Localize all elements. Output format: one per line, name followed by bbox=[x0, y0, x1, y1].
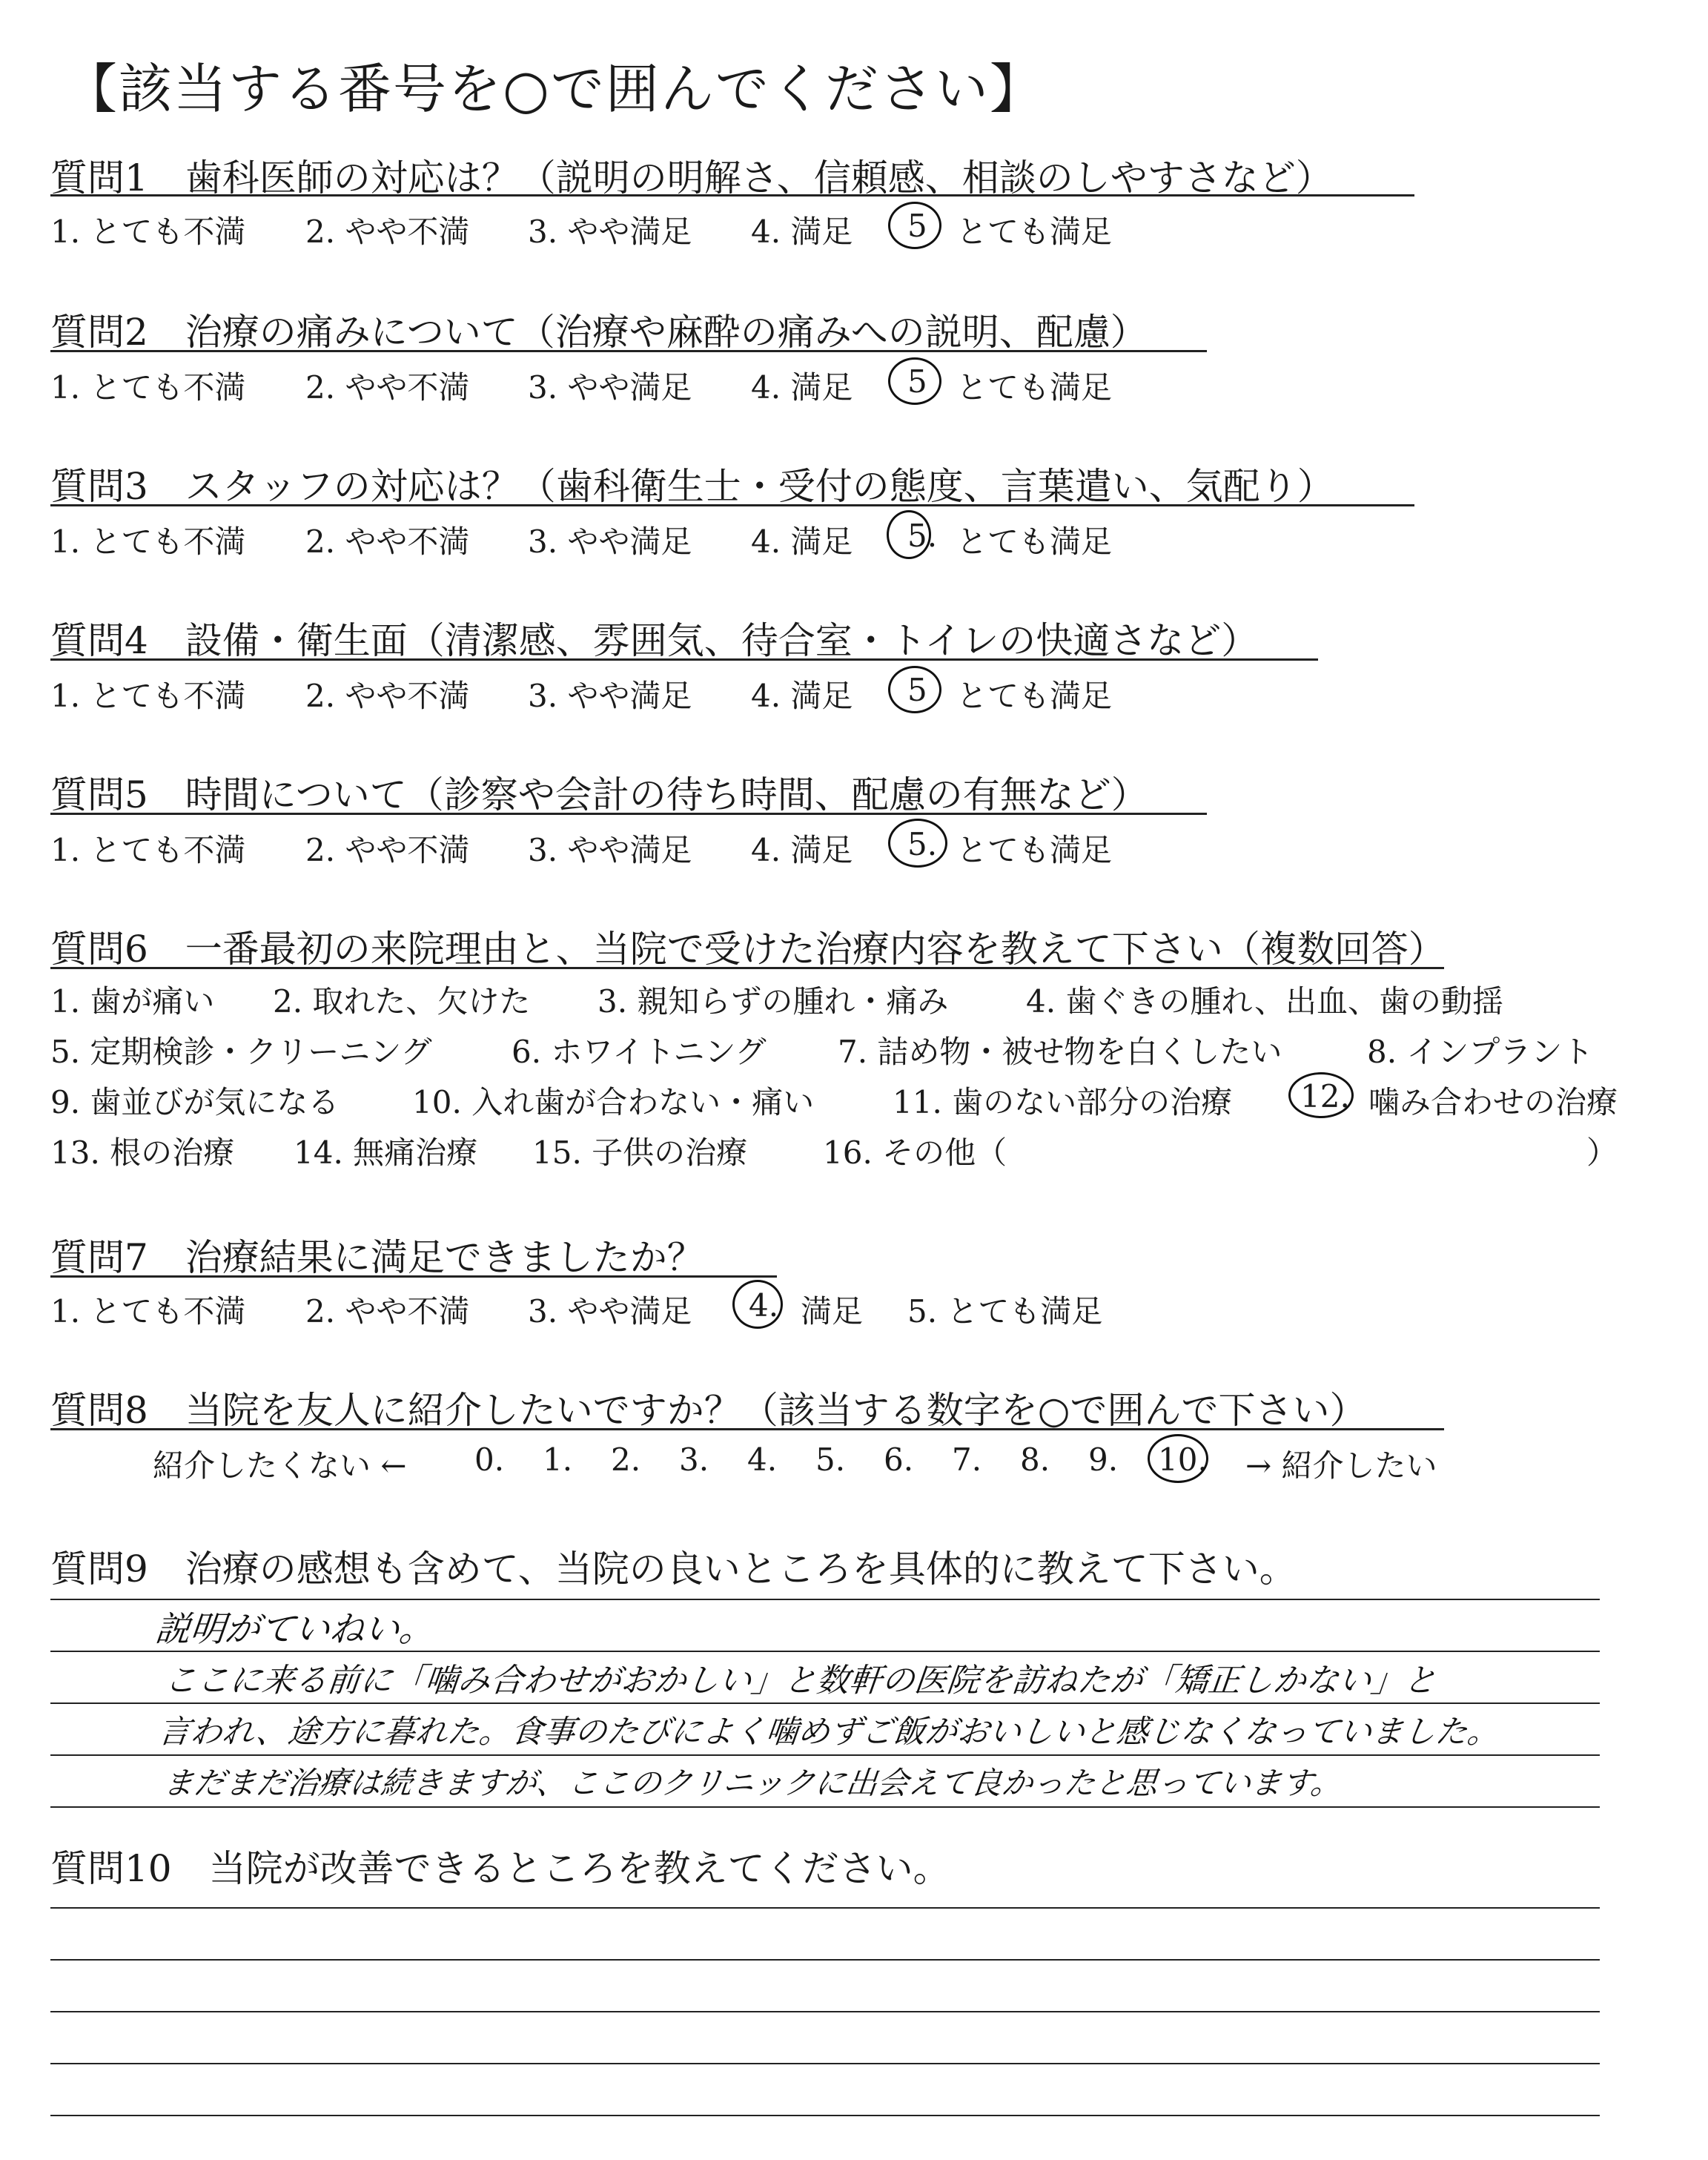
q10-writing-line-5[interactable] bbox=[50, 2115, 1600, 2116]
q2-answer-circle bbox=[888, 357, 941, 405]
q3-option-2[interactable]: 2. やや不満 bbox=[305, 524, 470, 560]
q7-option-5[interactable]: 5. とても満足 bbox=[907, 1293, 1103, 1330]
q6-option-14[interactable]: 14. 無痛治療 bbox=[294, 1135, 478, 1171]
question-4-underline bbox=[50, 658, 1318, 661]
q4-option-1[interactable]: 1. とても不満 bbox=[50, 678, 246, 714]
q10-writing-line-3[interactable] bbox=[50, 2011, 1600, 2012]
q5-option-1[interactable]: 1. とても不満 bbox=[50, 832, 246, 868]
q8-score-10[interactable]: 10. bbox=[1158, 1441, 1208, 1478]
question-1-title: 質問1 歯科医師の対応は？（説明の明解さ、信頼感、相談のしやすさなど） bbox=[50, 156, 1333, 199]
q6-option-7[interactable]: 7. 詰め物・被せ物を白くしたい bbox=[838, 1034, 1282, 1070]
question-5-title: 質問5 時間について（診察や会計の待ち時間、配慮の有無など） bbox=[50, 773, 1148, 816]
q5-answer-circle bbox=[888, 819, 947, 868]
q8-score-7[interactable]: 7. bbox=[952, 1441, 982, 1478]
q8-score-2[interactable]: 2. bbox=[611, 1441, 641, 1478]
q5-option-2[interactable]: 2. やや不満 bbox=[305, 832, 470, 868]
q9-writing-line-3 bbox=[50, 1702, 1600, 1704]
q2-option-2[interactable]: 2. やや不満 bbox=[305, 369, 470, 406]
q1-option-2[interactable]: 2. やや不満 bbox=[305, 214, 470, 250]
q8-answer-circle bbox=[1148, 1434, 1208, 1483]
question-2-title: 質問2 治療の痛みについて（治療や麻酔の痛みへの説明、配慮） bbox=[50, 311, 1148, 354]
q2-option-4[interactable]: 4. 満足 bbox=[751, 369, 853, 406]
q3-option-5[interactable]: 5. bbox=[907, 518, 938, 554]
q6-answer-circle bbox=[1288, 1072, 1354, 1118]
q5-option-5[interactable]: 5. bbox=[907, 826, 938, 862]
question-5-underline bbox=[50, 813, 1207, 815]
q9-answer-line-3[interactable]: 言われ、途方に暮れた。食事のたびによく噛めずご飯がおいしいと感じなくなっていました。 bbox=[156, 1714, 1501, 1751]
q10-writing-line-1[interactable] bbox=[50, 1907, 1600, 1909]
q1-answer-circle bbox=[888, 202, 941, 249]
q8-score-5[interactable]: 5. bbox=[815, 1441, 846, 1478]
question-10-title: 質問10 当院が改善できるところを教えてください。 bbox=[50, 1847, 950, 1890]
q1-option-3[interactable]: 3. やや満足 bbox=[528, 214, 692, 250]
q2-option-3[interactable]: 3. やや満足 bbox=[528, 369, 692, 406]
q6-option-10[interactable]: 10. 入れ歯が合わない・痛い bbox=[412, 1084, 815, 1120]
q10-writing-line-4[interactable] bbox=[50, 2063, 1600, 2064]
q3-option-4[interactable]: 4. 満足 bbox=[751, 524, 853, 560]
q9-writing-line-4 bbox=[50, 1754, 1600, 1756]
question-4-title: 質問4 設備・衛生面（清潔感、雰囲気、待合室・トイレの快適さなど） bbox=[50, 619, 1259, 662]
q4-option-4[interactable]: 4. 満足 bbox=[751, 678, 853, 714]
q6-option-2[interactable]: 2. 取れた、欠けた bbox=[273, 983, 531, 1020]
q7-option-4[interactable]: 4. bbox=[749, 1287, 779, 1324]
q4-answer-circle bbox=[888, 666, 941, 713]
q8-score-8[interactable]: 8. bbox=[1020, 1441, 1050, 1478]
q7-option-1[interactable]: 1. とても不満 bbox=[50, 1293, 246, 1330]
q8-score-0[interactable]: 0. bbox=[474, 1441, 505, 1478]
question-1-underline bbox=[50, 194, 1414, 196]
q9-writing-line-1 bbox=[50, 1599, 1600, 1600]
question-8-title: 質問8 当院を友人に紹介したいですか？（該当する数字を○で囲んで下さい） bbox=[50, 1389, 1367, 1432]
q6-option-13[interactable]: 13. 根の治療 bbox=[50, 1135, 235, 1171]
q4-option-3[interactable]: 3. やや満足 bbox=[528, 678, 692, 714]
q4-option-5-label: とても満足 bbox=[956, 678, 1113, 714]
q8-score-3[interactable]: 3. bbox=[679, 1441, 709, 1478]
question-2-underline bbox=[50, 350, 1207, 352]
q3-option-1[interactable]: 1. とても不満 bbox=[50, 524, 246, 560]
q1-option-5-label: とても満足 bbox=[956, 214, 1113, 250]
q3-option-3[interactable]: 3. やや満足 bbox=[528, 524, 692, 560]
question-6-title: 質問6 一番最初の来院理由と、当院で受けた治療内容を教えて下さい（複数回答） bbox=[50, 928, 1446, 971]
q5-option-3[interactable]: 3. やや満足 bbox=[528, 832, 692, 868]
question-3-underline bbox=[50, 504, 1414, 506]
q1-option-1[interactable]: 1. とても不満 bbox=[50, 214, 246, 250]
q5-option-4[interactable]: 4. 満足 bbox=[751, 832, 853, 868]
q9-answer-line-2[interactable]: ここに来る前に「噛み合わせがおかしい」と数軒の医院を訪ねたが「矯正しかない」と bbox=[162, 1662, 1439, 1700]
q6-option-6[interactable]: 6. ホワイトニング bbox=[512, 1034, 767, 1070]
q7-option-4-label: 満足 bbox=[801, 1293, 864, 1330]
q7-answer-circle bbox=[732, 1280, 783, 1329]
q9-answer-line-1[interactable]: 説明がていねい。 bbox=[153, 1609, 437, 1650]
q6-option-16[interactable]: 16. その他（ bbox=[823, 1135, 1007, 1171]
q2-option-1[interactable]: 1. とても不満 bbox=[50, 369, 246, 406]
q2-option-5[interactable]: 5 bbox=[907, 363, 927, 400]
page-header: 【該当する番号を○で囲んでください】 bbox=[64, 58, 1045, 120]
question-6-underline bbox=[50, 967, 1444, 969]
q1-option-5[interactable]: 5 bbox=[907, 208, 927, 244]
q8-score-9[interactable]: 9. bbox=[1088, 1441, 1119, 1478]
q8-score-4[interactable]: 4. bbox=[747, 1441, 778, 1478]
q3-answer-circle bbox=[887, 510, 931, 559]
question-7-title: 質問7 治療結果に満足できましたか？ bbox=[50, 1236, 704, 1279]
q8-score-6[interactable]: 6. bbox=[884, 1441, 914, 1478]
q6-option-4[interactable]: 4. 歯ぐきの腫れ、出血、歯の動揺 bbox=[1026, 983, 1503, 1020]
q6-option-11[interactable]: 11. 歯のない部分の治療 bbox=[893, 1084, 1233, 1120]
q6-option-15[interactable]: 15. 子供の治療 bbox=[532, 1135, 748, 1171]
q2-option-5-label: とても満足 bbox=[956, 369, 1113, 406]
q9-answer-line-4[interactable]: まだまだ治療は続きますが、ここのクリニックに出会えて良かったと思っています。 bbox=[161, 1765, 1344, 1801]
q6-option-1[interactable]: 1. 歯が痛い bbox=[50, 983, 215, 1020]
q8-right-label: → 紹介したい bbox=[1245, 1447, 1437, 1484]
q6-option-8[interactable]: 8. インプラント bbox=[1367, 1034, 1594, 1070]
question-8-underline bbox=[50, 1428, 1444, 1430]
q4-option-5[interactable]: 5 bbox=[907, 672, 927, 708]
q6-option-9[interactable]: 9. 歯並びが気になる bbox=[50, 1084, 340, 1120]
question-3-title: 質問3 スタッフの対応は？（歯科衛生士・受付の態度、言葉遣い、気配り） bbox=[50, 465, 1334, 508]
q5-option-5-label: とても満足 bbox=[956, 832, 1113, 868]
q4-option-2[interactable]: 2. やや不満 bbox=[305, 678, 470, 714]
q3-option-5-label: とても満足 bbox=[956, 524, 1113, 560]
question-9-title: 質問9 治療の感想も含めて、当院の良いところを具体的に教えて下さい。 bbox=[50, 1548, 1297, 1591]
q6-option-12-label: 噛み合わせの治療 bbox=[1368, 1084, 1618, 1120]
q10-writing-line-2[interactable] bbox=[50, 1959, 1600, 1961]
q8-left-label: 紹介したくない ← bbox=[153, 1447, 407, 1484]
q8-score-1[interactable]: 1. bbox=[543, 1441, 573, 1478]
q6-option-3[interactable]: 3. 親知らずの腫れ・痛み bbox=[598, 983, 949, 1020]
q1-option-4[interactable]: 4. 満足 bbox=[751, 214, 853, 250]
q9-writing-line-5 bbox=[50, 1806, 1600, 1808]
q7-option-3[interactable]: 3. やや満足 bbox=[528, 1293, 692, 1330]
q6-option-12[interactable]: 12. bbox=[1300, 1078, 1350, 1114]
question-7-underline bbox=[50, 1275, 777, 1278]
q7-option-2[interactable]: 2. やや不満 bbox=[305, 1293, 470, 1330]
q6-other-close-paren: ） bbox=[1586, 1135, 1618, 1171]
q6-option-5[interactable]: 5. 定期検診・クリーニング bbox=[50, 1034, 432, 1070]
